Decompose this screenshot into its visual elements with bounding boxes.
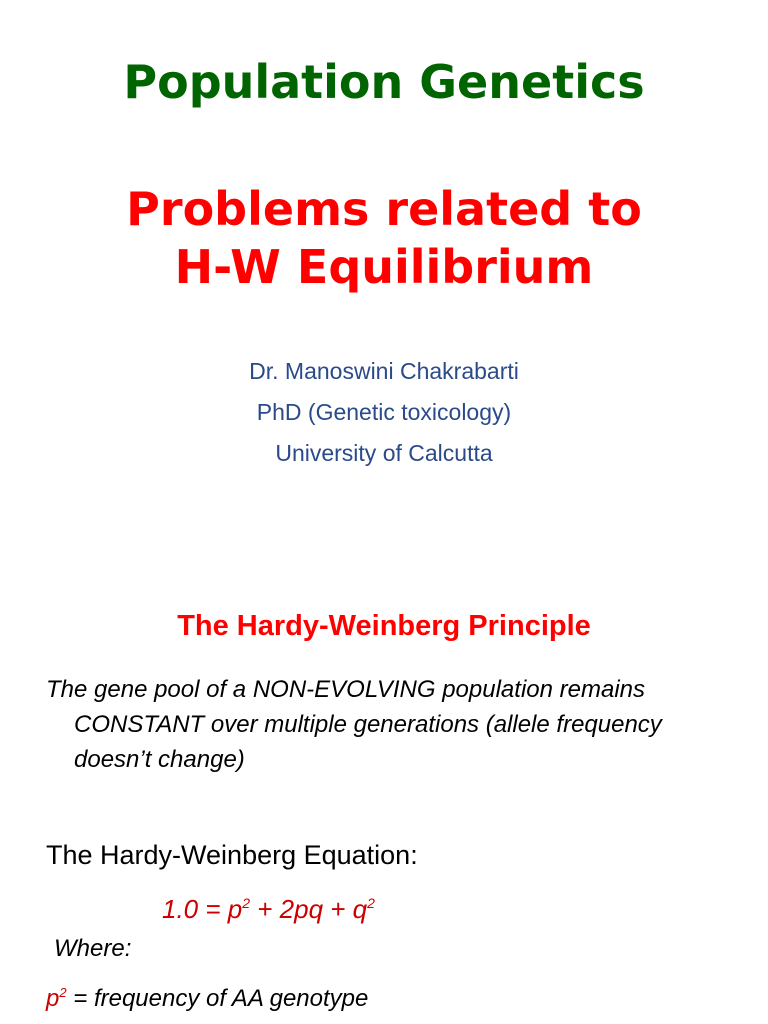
statement-line-2: CONSTANT over multiple generations (allele frequency [74,711,662,738]
definition-text: = frequency of AA genotype [66,985,369,1012]
hw-equation [162,884,768,928]
equation-title: The Hardy-Weinberg Equation: [46,840,418,870]
slide-subtitle [0,180,768,296]
definition-symbol: p [46,985,60,1012]
definition-p2 [46,976,768,1016]
hw-principle-statement [46,672,746,777]
author-block [0,351,768,474]
statement-line-3: doesn’t change) [74,746,245,773]
equation-sup-1: 2 [242,895,251,911]
slide-title: Population Genetics [123,55,645,109]
definition-sup: 2 [59,985,67,1000]
equation-mid: + 2pq + q [250,894,368,924]
statement-line-1: The gene pool of a NON-EVOLVING population remains [46,676,645,703]
author-name: Dr. Manoswini Chakrabarti [249,358,519,384]
subtitle-line-2: H-W Equilibrium [174,240,594,294]
subtitle-line-1: Problems related to [126,182,642,236]
hw-principle-heading: The Hardy-Weinberg Principle [177,610,591,642]
equation-sup-2: 2 [367,895,375,911]
where-label: Where: [54,935,132,962]
author-degree: PhD (Genetic toxicology) [256,399,512,425]
author-affiliation: University of Calcutta [275,440,493,466]
equation-lhs: 1.0 = p [162,894,243,924]
